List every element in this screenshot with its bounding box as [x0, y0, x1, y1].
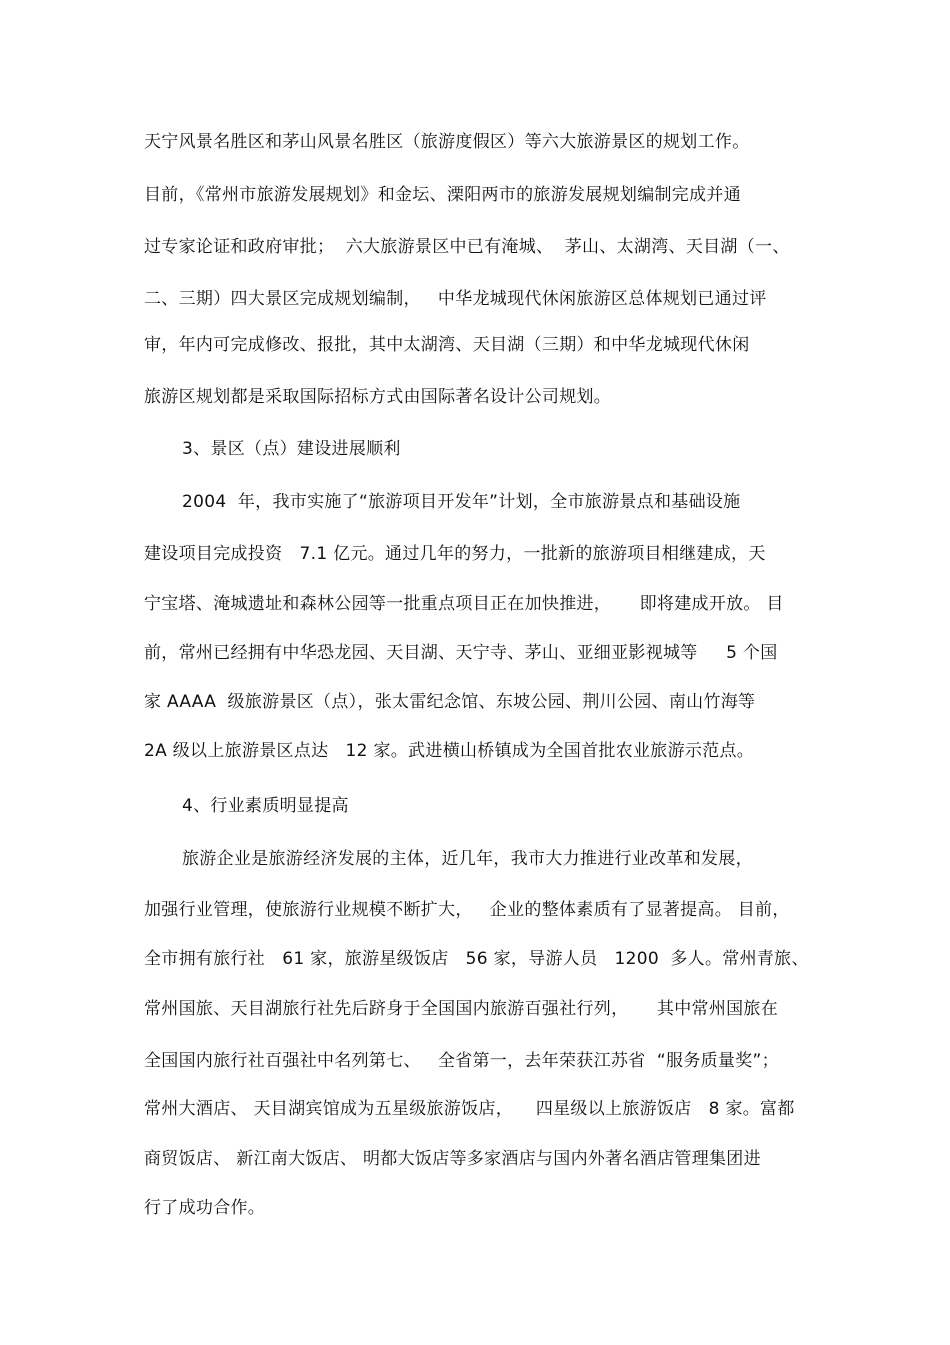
text-line: 旅游企业是旅游经济发展的主体，近几年，我市大力推进行业改革和发展， [182, 849, 753, 869]
text-line: 目前，《常州市旅游发展规划》和金坛、溧阳两市的旅游发展规划编制完成并通 [144, 185, 741, 205]
text-line: 加强行业管理，使旅游行业规模不断扩大， 企业的整体素质有了显著提高。 目前， [144, 900, 790, 920]
section-heading: 3、景区（点）建设进展顺利 [182, 439, 401, 459]
text-line: 行了成功合作。 [144, 1198, 266, 1218]
text-line: 建设项目完成投资 7.1 亿元。通过几年的努力，一批新的旅游项目相继建成，天 [144, 544, 766, 564]
section-heading: 4、行业素质明显提高 [182, 796, 349, 816]
text-line: 天宁风景名胜区和茅山风景名胜区（旅游度假区）等六大旅游景区的规划工作。 [144, 132, 750, 152]
text-line: 过专家论证和政府审批； 六大旅游景区中已有淹城、 茅山、太湖湾、天目湖（一、 [144, 237, 790, 257]
text-line: 商贸饭店、 新江南大饭店、 明都大饭店等多家酒店与国内外著名酒店管理集团进 [144, 1149, 761, 1169]
text-line: 2004 年，我市实施了“旅游项目开发年”计划，全市旅游景点和基础设施 [182, 492, 741, 512]
text-line: 前，常州已经拥有中华恐龙园、天目湖、天宁寺、茅山、亚细亚影视城等 5 个国 [144, 643, 778, 663]
text-line: 全国国内旅行社百强社中名列第七、 全省第一，去年荣获江苏省 “服务质量奖”； [144, 1051, 779, 1071]
text-line: 常州国旅、天目湖旅行社先后跻身于全国国内旅游百强社行列， 其中常州国旅在 [144, 999, 779, 1019]
text-line: 常州大酒店、 天目湖宾馆成为五星级旅游饭店， 四星级以上旅游饭店 8 家。富都 [144, 1099, 795, 1119]
text-line: 宁宝塔、淹城遗址和森林公园等一批重点项目正在加快推进， 即将建成开放。 目 [144, 594, 784, 614]
text-line: 全市拥有旅行社 61 家，旅游星级饭店 56 家，导游人员 1200 多人。常州青旅、 [144, 949, 809, 969]
text-line: 审，年内可完成修改、报批，其中太湖湾、天目湖（三期）和中华龙城现代休闲 [144, 335, 750, 355]
text-line: 2A 级以上旅游景区点达 12 家。武进横山桥镇成为全国首批农业旅游示范点。 [144, 741, 755, 761]
text-line: 旅游区规划都是采取国际招标方式由国际著名设计公司规划。 [144, 387, 612, 407]
text-line: 二、三期）四大景区完成规划编制， 中华龙城现代休闲旅游区总体规划已通过评 [144, 289, 767, 309]
text-line: 家 AAAA 级旅游景区（点），张太雷纪念馆、东坡公园、荆川公园、南山竹海等 [144, 692, 756, 712]
